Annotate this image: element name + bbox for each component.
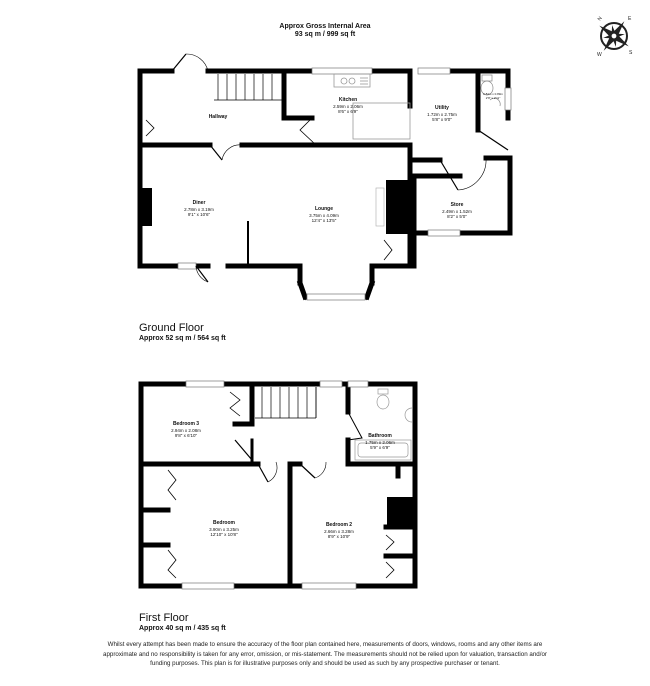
svg-text:W: W [597,52,602,58]
ground-floor-title: Ground Floor [139,322,204,334]
room-wc: 0.84m x 0.89m 2'9" x 2'11" [483,92,503,100]
room-store: Store 2.49m x 1.52m 8'2" x 5'0" [442,202,472,219]
svg-text:N: N [596,15,604,23]
disclaimer-text: Whilst every attempt has been made to ensure the accuracy of the floor plan contained here, measurements of doors, windows, rooms and any other items are approximate and no responsibility is taken for any error, omission, or mis-statement. The measurements should not be relied upon for valuation, transaction and/or funding purposes. This plan is for illustrative purposes only and should be used as such by any prospective purchaser or tenant. [103,641,547,667]
room-hallway: Hallway [208,114,228,120]
room-bathroom: Bathroom 1.75m x 2.06m 5'9" x 6'9" [365,433,395,450]
room-bedroom-2: Bedroom 2 2.66m x 3.28m 8'9" x 10'9" [324,522,354,539]
room-bedroom-3: Bedroom 3 2.94m x 2.08m 9'8" x 6'10" [171,421,201,438]
svg-text:E: E [628,16,632,22]
room-kitchen: Kitchen 2.59m x 2.06m 8'6" x 6'9" [333,97,363,114]
room-lounge: Lounge 3.75m x 4.09m 12'4" x 13'5" [309,206,339,223]
gross-area-title: Approx Gross Internal Area [279,23,371,30]
room-diner: Diner 2.78m x 3.19m 9'1" x 10'6" [184,200,214,217]
first-floor-caption [139,612,226,633]
room-bedroom: Bedroom 3.90m x 3.25m 12'10" x 10'8" [209,520,239,537]
first-floor-title: First Floor [139,612,189,624]
first-floor-area: Approx 40 sq m / 435 sq ft [139,625,226,632]
gross-area-value: 93 sq m / 999 sq ft [294,31,356,38]
room-utility: Utility 1.72m x 2.75m 5'8" x 9'0" [427,105,457,122]
ground-floor-area: Approx 52 sq m / 564 sq ft [139,335,226,342]
svg-text:S: S [629,50,633,56]
ground-floor-caption [139,322,226,343]
